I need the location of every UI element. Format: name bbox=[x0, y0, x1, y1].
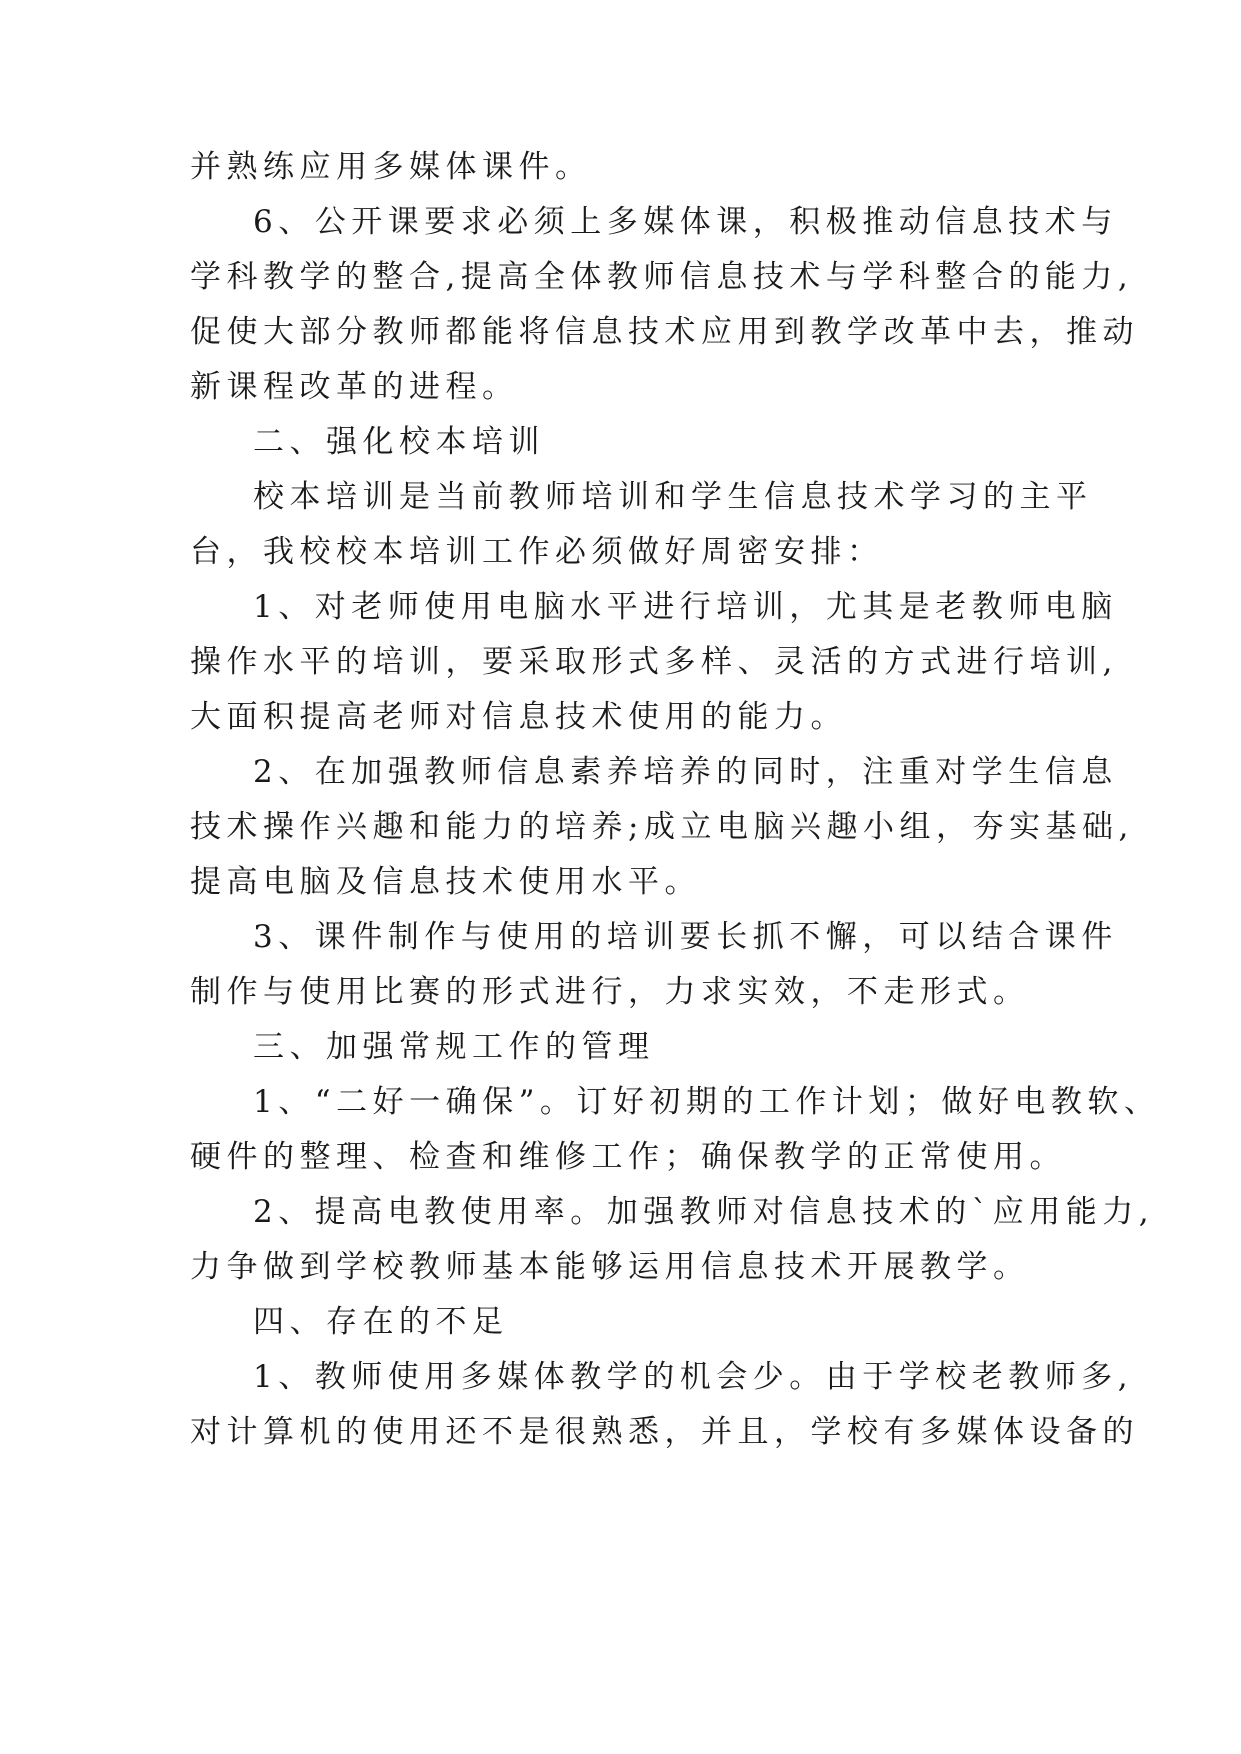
text-line: 学科教学的整合,提高全体教师信息技术与学科整合的能力, bbox=[190, 259, 1134, 295]
text-line: 台，我校校本培训工作必须做好周密安排： bbox=[190, 534, 884, 570]
text-line: 1、“二好一确保”。订好初期的工作计划；做好电教软、 bbox=[253, 1084, 1161, 1120]
section-heading: 四、存在的不足 bbox=[253, 1304, 509, 1340]
text-line: 6、公开课要求必须上多媒体课，积极推动信息技术与 bbox=[253, 204, 1118, 240]
text-line: 对计算机的使用还不是很熟悉，并且，学校有多媒体设备的 bbox=[190, 1414, 1139, 1450]
section-heading: 三、加强常规工作的管理 bbox=[253, 1029, 655, 1065]
text-line: 3、课件制作与使用的培训要长抓不懈，可以结合课件 bbox=[253, 919, 1118, 955]
text-line: 2、在加强教师信息素养培养的同时，注重对学生信息 bbox=[253, 754, 1118, 790]
text-line: 技术操作兴趣和能力的培养;成立电脑兴趣小组，夯实基础, bbox=[190, 809, 1134, 845]
text-line: 1、对老师使用电脑水平进行培训，尤其是老教师电脑 bbox=[253, 589, 1118, 625]
text-line: 1、教师使用多媒体教学的机会少。由于学校老教师多, bbox=[253, 1359, 1134, 1395]
text-line: 制作与使用比赛的形式进行，力求实效，不走形式。 bbox=[190, 974, 1030, 1010]
text-line: 促使大部分教师都能将信息技术应用到教学改革中去，推动 bbox=[190, 314, 1139, 350]
text-line: 并熟练应用多媒体课件。 bbox=[190, 149, 592, 185]
text-line: 2、提高电教使用率。加强教师对信息技术的`应用能力, bbox=[253, 1194, 1155, 1230]
text-line: 提高电脑及信息技术使用水平。 bbox=[190, 864, 701, 900]
text-line: 大面积提高老师对信息技术使用的能力。 bbox=[190, 699, 847, 735]
text-line: 校本培训是当前教师培训和学生信息技术学习的主平 bbox=[253, 479, 1093, 515]
section-heading: 二、强化校本培训 bbox=[253, 424, 545, 460]
text-line: 新课程改革的进程。 bbox=[190, 369, 519, 405]
text-line: 力争做到学校教师基本能够运用信息技术开展教学。 bbox=[190, 1249, 1030, 1285]
text-line: 硬件的整理、检查和维修工作；确保教学的正常使用。 bbox=[190, 1139, 1066, 1175]
text-line: 操作水平的培训，要采取形式多样、灵活的方式进行培训, bbox=[190, 644, 1118, 680]
